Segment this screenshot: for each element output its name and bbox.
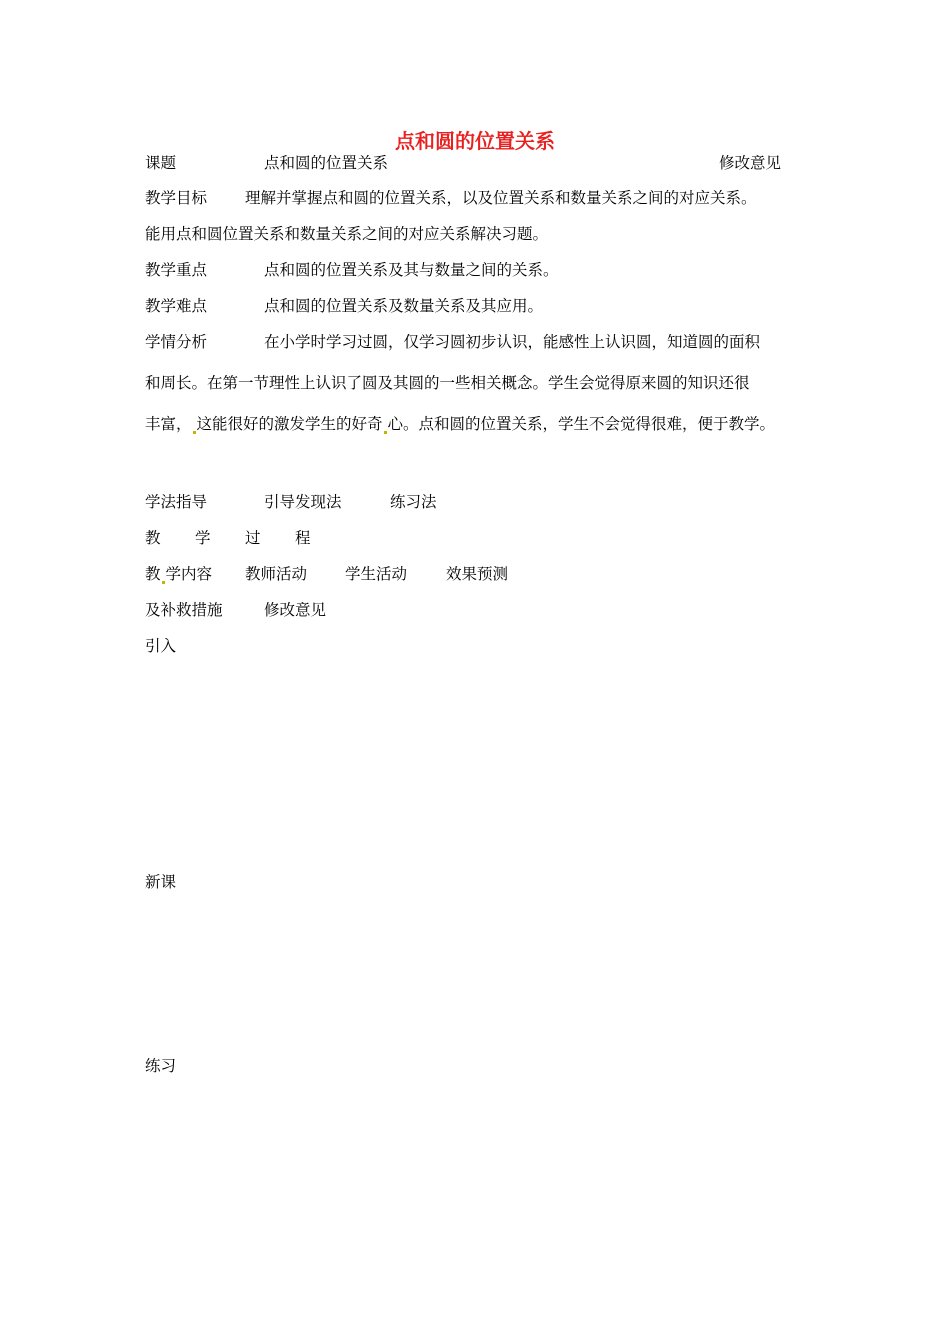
analysis-line-3 [145,414,775,434]
col-remedy: 及补救措施 [145,601,223,619]
mark-dot [384,431,387,434]
key-label: 教学重点 [145,261,208,279]
analysis-line-3b: 这能很好的激发学生的好奇 [196,415,383,433]
process-char-1: 教 [145,529,161,547]
difficulty-value: 点和圆的位置关系及数量关系及其应用。 [264,297,544,315]
analysis-line-3a: 丰富， [145,415,192,433]
col-content-a: 教 [145,565,161,583]
method-2: 练习法 [390,493,437,511]
analysis-line-2: 和周长。在第一节理性上认识了圆及其圆的一些相关概念。学生会觉得原来圆的知识还很 [145,374,750,392]
col-revision: 修改意见 [264,601,327,619]
section-new-lesson: 新课 [145,873,177,891]
col-content-b: 学内容 [165,565,213,583]
col-content [145,564,212,584]
method-1: 引导发现法 [264,493,342,511]
key-value: 点和圆的位置关系及其与数量之间的关系。 [264,261,559,279]
topic-value: 点和圆的位置关系 [264,154,389,172]
section-practice: 练习 [145,1057,177,1075]
analysis-label: 学情分析 [145,333,208,351]
col-teacher: 教师活动 [245,565,308,583]
goal-line-1: 理解并掌握点和圆的位置关系，以及位置关系和数量关系之间的对应关系。 [245,189,757,207]
process-char-2: 学 [195,529,211,547]
analysis-line-3c: 心。点和圆的位置关系，学生不会觉得很难，便于教学。 [387,415,776,433]
revision-label: 修改意见 [719,154,782,172]
method-label: 学法指导 [145,493,208,511]
process-char-3: 过 [245,529,261,547]
page-title: 点和圆的位置关系 [395,129,555,153]
difficulty-label: 教学难点 [145,297,208,315]
goal-line-2: 能用点和圆位置关系和数量关系之间的对应关系解决习题。 [145,225,549,243]
mark-dot [162,581,165,584]
mark-dot [193,431,196,434]
col-student: 学生活动 [345,565,408,583]
topic-label: 课题 [145,154,177,172]
process-char-4: 程 [295,529,311,547]
col-effect: 效果预测 [446,565,509,583]
analysis-line-1: 在小学时学习过圆，仅学习圆初步认识，能感性上认识圆，知道圆的面积 [264,333,761,351]
goal-label: 教学目标 [145,189,208,207]
section-intro: 引入 [145,637,177,655]
